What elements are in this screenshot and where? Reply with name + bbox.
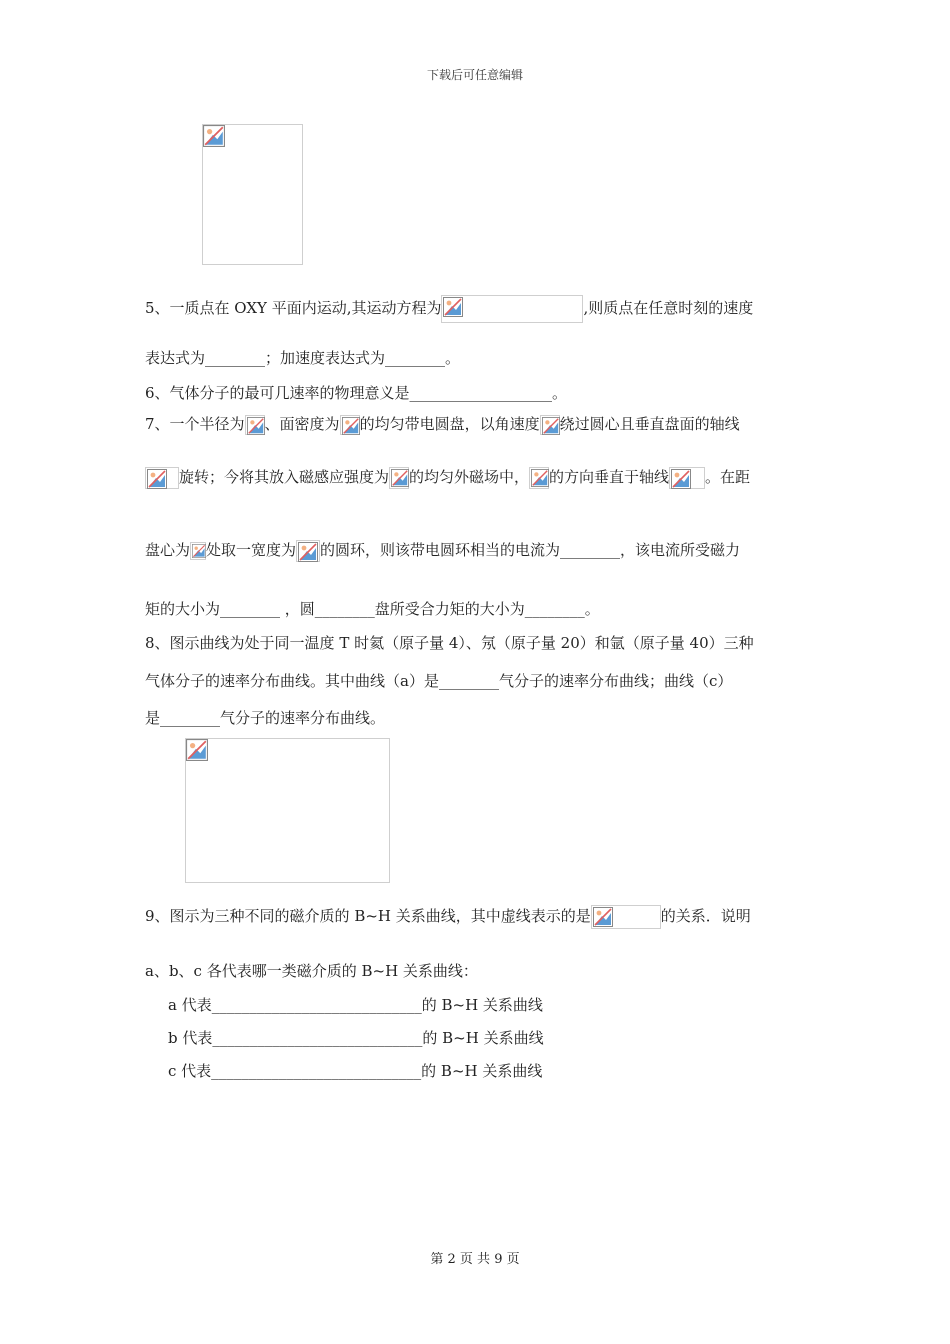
page-header: 下载后可任意编辑 [426, 68, 523, 82]
equation-image [389, 467, 409, 489]
question-9-line-2: a、b、c 各代表哪一类磁介质的 B~H 关系曲线： [145, 962, 478, 980]
question-9-answer-c: c 代表____________________________的 B~H 关系曲线 [168, 1062, 543, 1080]
equation-image [340, 415, 360, 435]
broken-image-icon [391, 469, 409, 487]
question-5-line-2: 表达式为________；加速度表达式为________。 [145, 349, 461, 367]
broken-image-icon [203, 125, 225, 147]
equation-image [540, 415, 560, 435]
broken-image-icon [192, 544, 206, 558]
page-footer: 第 2 页 共 9 页 [430, 1252, 520, 1267]
equation-image [591, 905, 661, 929]
question-8-line-3: 是________气分子的速率分布曲线。 [145, 709, 386, 727]
broken-image-icon [443, 297, 463, 317]
question-7-line-3: 盘心为 处取一宽度为 的圆环，则该带电圆环相当的电流为________，该电流所受磁力 [145, 540, 740, 562]
question-6: 6、气体分子的最可几速率的物理意义是___________________。 [145, 384, 568, 402]
question-9-answer-a: a 代表____________________________的 B~H 关系曲线 [168, 996, 543, 1014]
broken-image-icon [342, 417, 360, 435]
broken-image-icon [186, 739, 208, 761]
broken-image-icon [298, 542, 318, 562]
broken-image-icon [593, 907, 613, 927]
question-5-line-1: 5、一质点在 OXY 平面内运动,其运动方程为 ,则质点在任意时刻的速度 [145, 295, 753, 323]
equation-image [529, 467, 549, 489]
figure-placeholder [185, 738, 390, 883]
question-7-line-4: 矩的大小为________ ，圆________盘所受合力矩的大小为________。 [145, 600, 600, 618]
equation-image [190, 542, 206, 560]
question-9-answer-b: b 代表____________________________的 B~H 关系曲线 [168, 1029, 544, 1047]
figure-placeholder [202, 124, 303, 265]
question-7-line-1: 7、一个半径为 、面密度为 的均匀带电圆盘，以角速度 绕过圆心且垂直盘面的轴线 [145, 415, 740, 433]
question-8-line-1: 8、图示曲线为处于同一温度 T 时氦（原子量 4）、氖（原子量 20）和氩（原子量 40）三种 [145, 634, 754, 652]
broken-image-icon [671, 469, 691, 489]
equation-image [441, 295, 583, 323]
equation-image [669, 467, 705, 489]
broken-image-icon [531, 469, 549, 487]
equation-image [296, 540, 320, 562]
question-7-line-2: 旋转；今将其放入磁感应强度为 的均匀外磁场中， 的方向垂直于轴线 。在距 [145, 467, 750, 489]
question-9-line-1: 9、图示为三种不同的磁介质的 B~H 关系曲线，其中虚线表示的是 的关系．说明 [145, 905, 751, 929]
equation-image [245, 415, 265, 435]
equation-image [145, 467, 179, 489]
broken-image-icon [542, 417, 560, 435]
broken-image-icon [247, 417, 265, 435]
question-8-line-2: 气体分子的速率分布曲线。其中曲线（a）是________气分子的速率分布曲线；曲线（c） [145, 672, 733, 690]
broken-image-icon [147, 469, 167, 489]
